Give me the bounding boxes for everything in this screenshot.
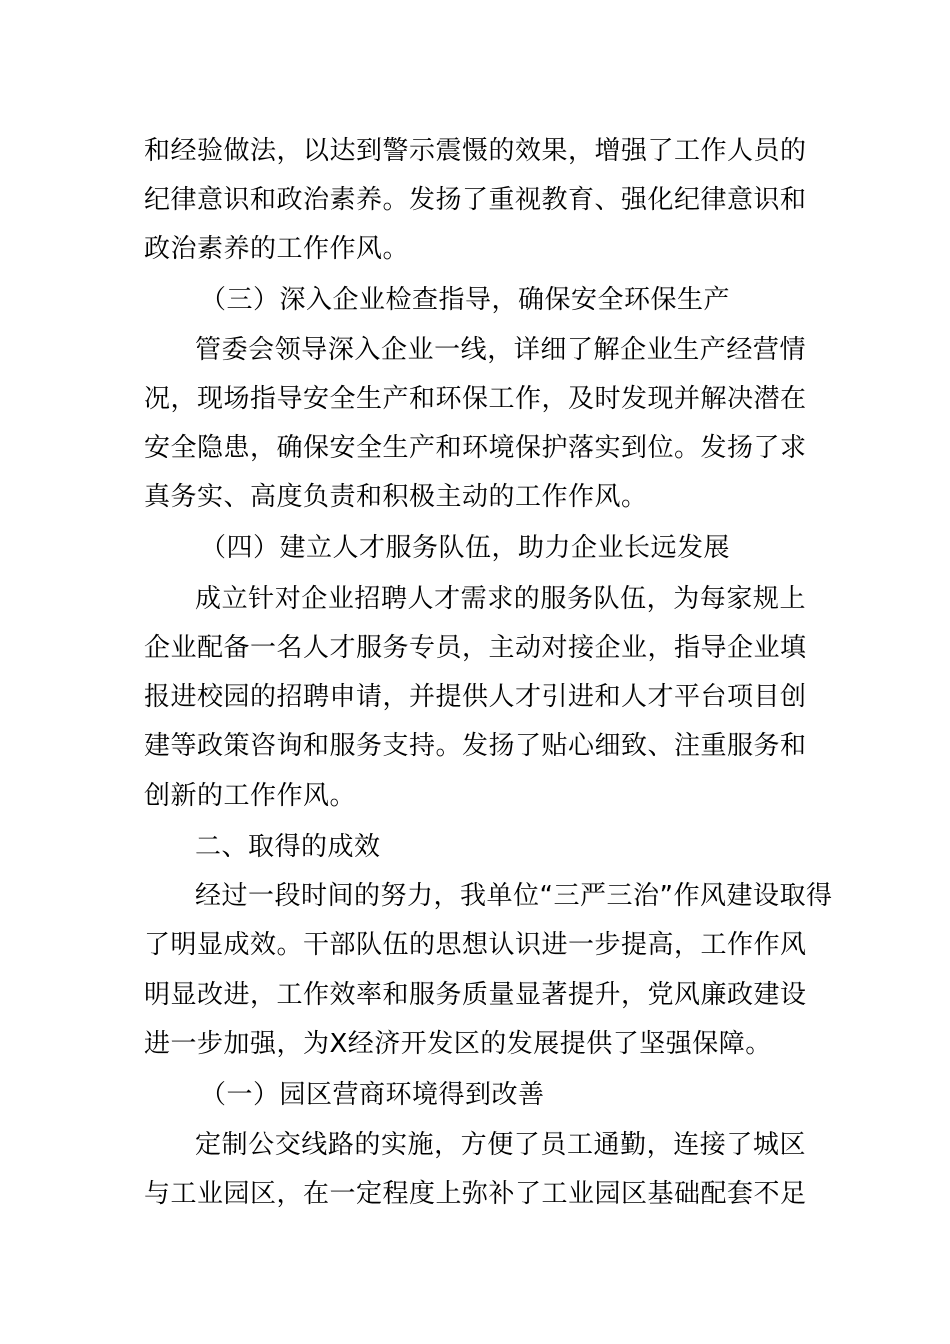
paragraph-line: 和经验做法，以达到警示震慑的效果，增强了工作人员的 [144, 136, 807, 166]
paragraph-line: 经过一段时间的努力，我单位“三严三治”作风建设取得 [195, 881, 833, 911]
paragraph-line: 政治素养的工作作风。 [144, 234, 410, 264]
paragraph-line: 况，现场指导安全生产和环保工作，及时发现并解决潜在 [144, 384, 807, 414]
paragraph-line: 进一步加强，为X经济开发区的发展提供了坚强保障。 [144, 1029, 772, 1059]
paragraph-line: 管委会领导深入企业一线，详细了解企业生产经营情 [195, 335, 806, 365]
paragraph-line: 企业配备一名人才服务专员，主动对接企业，指导企业填 [144, 633, 807, 663]
paragraph-line: 成立针对企业招聘人才需求的服务队伍，为每家规上 [195, 584, 806, 614]
paragraph-line: 明显改进，工作效率和服务质量显著提升，党风廉政建设 [144, 980, 807, 1010]
section-heading: （三）深入企业检查指导，确保安全环保生产 [200, 285, 731, 315]
paragraph-line: 安全隐患，确保安全生产和环境保护落实到位。发扬了求 [144, 433, 807, 463]
paragraph-line: 真务实、高度负责和积极主动的工作作风。 [144, 482, 648, 512]
paragraph-line: 与工业园区，在一定程度上弥补了工业园区基础配套不足 [144, 1179, 807, 1209]
paragraph-line: 了明显成效。干部队伍的思想认识进一步提高，工作作风 [144, 930, 807, 960]
paragraph-line: 报进校园的招聘申请，并提供人才引进和人才平台项目创 [144, 682, 807, 712]
paragraph-line: 创新的工作作风。 [144, 781, 357, 811]
paragraph-line: 建等政策咨询和服务支持。发扬了贴心细致、注重服务和 [144, 731, 807, 761]
section-heading: （四）建立人才服务队伍，助力企业长远发展 [200, 533, 731, 563]
section-heading: 二、取得的成效 [195, 832, 381, 862]
section-heading: （一）园区营商环境得到改善 [200, 1080, 545, 1110]
paragraph-line: 纪律意识和政治素养。发扬了重视教育、强化纪律意识和 [144, 185, 807, 215]
paragraph-line: 定制公交线路的实施，方便了员工通勤，连接了城区 [195, 1130, 806, 1160]
